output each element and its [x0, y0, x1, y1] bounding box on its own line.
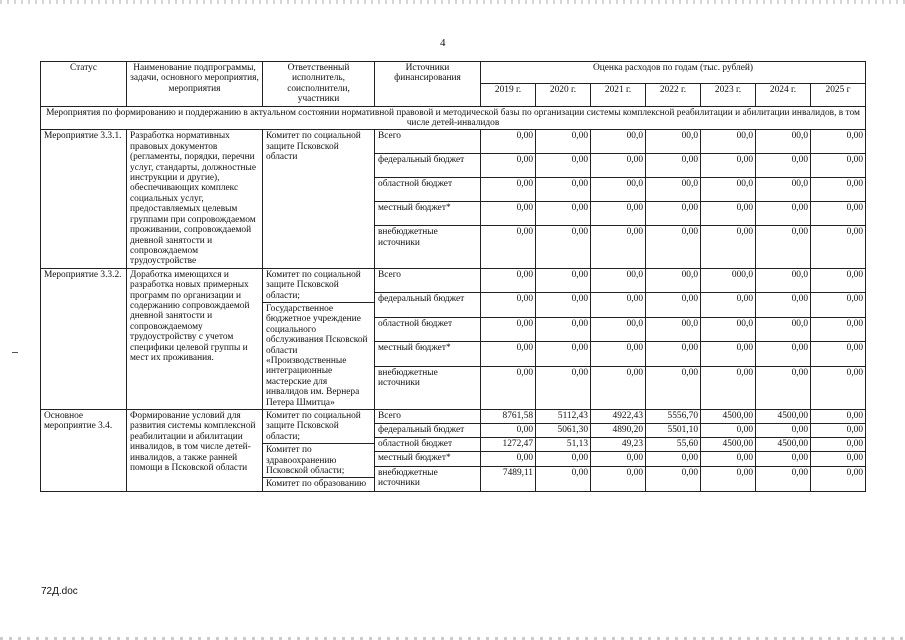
- expense-value: 0,00: [536, 130, 591, 154]
- expense-value: 0,00: [591, 226, 646, 269]
- expense-value: 5556,70: [646, 410, 701, 424]
- expense-value: 0,00: [756, 466, 811, 491]
- expense-value: 0,00: [646, 366, 701, 409]
- expense-value: 0,00: [811, 466, 866, 491]
- funding-source: местный бюджет*: [375, 202, 481, 226]
- expense-value: 0,00: [536, 178, 591, 202]
- expense-value: 00,0: [756, 268, 811, 292]
- expense-value: 0,00: [811, 410, 866, 424]
- expense-value: 0,00: [591, 452, 646, 466]
- expense-value: 1272,47: [481, 438, 536, 452]
- expense-value: 0,00: [701, 202, 756, 226]
- expense-value: 0,00: [536, 466, 591, 491]
- expense-value: 0,00: [756, 342, 811, 366]
- funding-row: [41, 130, 866, 154]
- expense-value: 0,00: [591, 202, 646, 226]
- expense-value: 0,00: [756, 154, 811, 178]
- responsible-entity: Комитет по здравоохранению Псковской области;: [263, 444, 374, 478]
- expense-value: 000,0: [701, 268, 756, 292]
- expense-value: 4500,00: [756, 410, 811, 424]
- header-status: Статус: [41, 62, 127, 107]
- activity-status: Основное мероприятие 3.4.: [41, 410, 127, 492]
- activity-responsible: [263, 268, 375, 409]
- activity-name: Разработка нормативных правовых документов (регламенты, порядки, перечни услуг, стандарты, должностные инструкции и другие), обеспечивающих комплекс социальных услуг, предоставляемых целевым группами при сопровождаемом проживании, сопровождаемой дневной занятости и сопровождаемом трудоустройстве: [127, 130, 263, 268]
- funding-source: федеральный бюджет: [375, 293, 481, 317]
- expense-value: 0,00: [811, 130, 866, 154]
- expense-value: 0,00: [756, 202, 811, 226]
- header-year: 2024 г.: [756, 84, 811, 106]
- expense-value: 0,00: [811, 154, 866, 178]
- expense-value: 00,0: [646, 317, 701, 341]
- responsible-entity: Государственное бюджетное учреждение социального обслуживания Псковской области «Производственные интеграционные мастерские для инвалидов им. Вернера Петера Шмитца»: [266, 303, 368, 408]
- expense-value: 0,00: [481, 452, 536, 466]
- expense-value: 0,00: [481, 317, 536, 341]
- funding-source: внебюджетные источники: [375, 366, 481, 409]
- header-expenses: Оценка расходов по годам (тыс. рублей): [481, 62, 866, 84]
- expense-value: 0,00: [811, 452, 866, 466]
- activity-name: Формирование условий для развития системы комплексной реабилитации и абилитации инвалидов, в том числе детей-инвалидов, а также ранней помощи в Псковской области: [127, 410, 263, 492]
- expense-value: 0,00: [701, 424, 756, 438]
- funding-source: областной бюджет: [375, 317, 481, 341]
- page-number: 4: [440, 37, 446, 49]
- header-year: 2020 г.: [536, 84, 591, 106]
- expense-value: 0,00: [591, 466, 646, 491]
- responsible-entity: Комитет по социальной защите Псковской области;: [263, 269, 374, 303]
- expense-value: 0,00: [811, 438, 866, 452]
- expense-value: 0,00: [481, 268, 536, 292]
- header-year: 2022 г.: [646, 84, 701, 106]
- expense-value: 0,00: [701, 154, 756, 178]
- funding-source: Всего: [375, 268, 481, 292]
- expense-value: 0,00: [591, 293, 646, 317]
- expense-value: 4500,00: [701, 438, 756, 452]
- expense-value: 00,0: [701, 317, 756, 341]
- header-year: 2021 г.: [591, 84, 646, 106]
- header-sources: Источники финансирования: [375, 62, 481, 107]
- expense-value: 0,00: [756, 226, 811, 269]
- expense-value: 00,0: [591, 268, 646, 292]
- expense-value: 0,00: [756, 293, 811, 317]
- expense-value: 00,0: [756, 178, 811, 202]
- expense-value: 0,00: [811, 366, 866, 409]
- header-name: Наименование подпрограммы, задачи, основного мероприятия, мероприятия: [127, 62, 263, 107]
- expense-value: 0,00: [811, 268, 866, 292]
- section-title: Мероприятия по формированию и поддержанию в актуальном состоянии нормативной правовой и методической базы по организации системы комплексной реабилитации и абилитации инвалидов, в том числе детей-инвалидов: [41, 106, 866, 130]
- funding-source: федеральный бюджет: [375, 154, 481, 178]
- responsible-entity: Комитет по образованию: [266, 479, 367, 490]
- expense-value: 0,00: [646, 466, 701, 491]
- funding-source: внебюджетные источники: [375, 226, 481, 269]
- expense-value: 0,00: [481, 154, 536, 178]
- expense-value: 0,00: [481, 424, 536, 438]
- header-year: 2019 г.: [481, 84, 536, 106]
- expense-value: 0,00: [481, 293, 536, 317]
- expense-value: 0,00: [536, 226, 591, 269]
- expense-value: 00,0: [591, 317, 646, 341]
- expense-value: 0,00: [536, 202, 591, 226]
- activity-responsible: [263, 410, 375, 492]
- funding-source: Всего: [375, 130, 481, 154]
- expense-value: 0,00: [646, 226, 701, 269]
- header-responsible: Ответственный исполнитель, соисполнители, участники: [263, 62, 375, 107]
- expense-value: 4890,20: [591, 424, 646, 438]
- expense-value: 0,00: [756, 424, 811, 438]
- funding-source: местный бюджет*: [375, 452, 481, 466]
- expense-value: 0,00: [536, 293, 591, 317]
- expense-value: 0,00: [646, 154, 701, 178]
- header-year: 2025 г: [811, 84, 866, 106]
- funding-row: [41, 410, 866, 424]
- expense-value: 0,00: [536, 154, 591, 178]
- expense-value: 0,00: [481, 226, 536, 269]
- expense-value: 00,0: [756, 130, 811, 154]
- expense-value: 0,00: [701, 466, 756, 491]
- expense-value: 0,00: [481, 202, 536, 226]
- expense-value: 0,00: [811, 202, 866, 226]
- expense-value: 00,0: [591, 130, 646, 154]
- expense-value: 5501,10: [646, 424, 701, 438]
- expense-value: 0,00: [811, 342, 866, 366]
- expense-value: 0,00: [481, 366, 536, 409]
- expense-value: 0,00: [756, 366, 811, 409]
- funding-source: внебюджетные источники: [375, 466, 481, 491]
- scan-edge-top: [0, 0, 905, 4]
- expense-value: 0,00: [811, 293, 866, 317]
- expense-value: 5112,43: [536, 410, 591, 424]
- funding-row: [41, 268, 866, 292]
- expense-value: 0,00: [481, 178, 536, 202]
- funding-source: Всего: [375, 410, 481, 424]
- margin-mark: [12, 352, 18, 353]
- expense-value: 00,0: [756, 317, 811, 341]
- expense-value: 00,0: [701, 130, 756, 154]
- expense-value: 0,00: [646, 293, 701, 317]
- activity-status: Мероприятие 3.3.2.: [41, 268, 127, 409]
- responsible-entity: Комитет по социальной защите Псковской области;: [263, 410, 374, 444]
- expense-value: 0,00: [481, 130, 536, 154]
- expense-value: 0,00: [591, 366, 646, 409]
- expense-value: 0,00: [646, 342, 701, 366]
- expense-value: 0,00: [811, 424, 866, 438]
- expense-value: 0,00: [646, 202, 701, 226]
- expense-value: 0,00: [701, 366, 756, 409]
- expense-value: 0,00: [646, 452, 701, 466]
- expense-value: 51,13: [536, 438, 591, 452]
- expense-value: 0,00: [811, 317, 866, 341]
- funding-source: областной бюджет: [375, 178, 481, 202]
- expense-value: 0,00: [536, 317, 591, 341]
- expense-value: 0,00: [701, 342, 756, 366]
- expense-value: 0,00: [591, 154, 646, 178]
- expense-value: 0,00: [591, 342, 646, 366]
- expense-value: 7489,11: [481, 466, 536, 491]
- expense-value: 0,00: [536, 268, 591, 292]
- expense-value: 49,23: [591, 438, 646, 452]
- expense-value: 55,60: [646, 438, 701, 452]
- expense-value: 0,00: [536, 342, 591, 366]
- expense-value: 00,0: [646, 130, 701, 154]
- expense-value: 0,00: [811, 226, 866, 269]
- funding-source: местный бюджет*: [375, 342, 481, 366]
- footer-filename: 72Д.doc: [41, 586, 78, 597]
- funding-source: областной бюджет: [375, 438, 481, 452]
- expense-value: 0,00: [536, 366, 591, 409]
- expense-value: 0,00: [756, 452, 811, 466]
- expense-value: 0,00: [701, 452, 756, 466]
- expense-value: 4500,00: [756, 438, 811, 452]
- expense-value: 0,00: [536, 452, 591, 466]
- responsible-entity: Комитет по социальной защите Псковской области: [266, 131, 361, 163]
- expense-value: 0,00: [701, 293, 756, 317]
- expense-value: 4500,00: [701, 410, 756, 424]
- expense-table: [40, 61, 866, 492]
- expense-value: 00,0: [701, 178, 756, 202]
- expense-value: 4922,43: [591, 410, 646, 424]
- expense-value: 00,0: [591, 178, 646, 202]
- activity-name: Доработка имеющихся и разработка новых примерных программ по организации и содержанию сопровождаемой дневной занятости и сопровождаемому трудоустройству с учетом специфики целевой группы и мест их проживания.: [127, 268, 263, 409]
- funding-source: федеральный бюджет: [375, 424, 481, 438]
- activity-status: Мероприятие 3.3.1.: [41, 130, 127, 268]
- expense-value: 00,0: [646, 268, 701, 292]
- expense-value: 5061,30: [536, 424, 591, 438]
- activity-responsible: [263, 130, 375, 268]
- expense-value: 0,00: [811, 178, 866, 202]
- expense-value: 8761,58: [481, 410, 536, 424]
- header-year: 2023 г.: [701, 84, 756, 106]
- expense-value: 00,0: [646, 178, 701, 202]
- expense-value: 0,00: [481, 342, 536, 366]
- expense-value: 0,00: [701, 226, 756, 269]
